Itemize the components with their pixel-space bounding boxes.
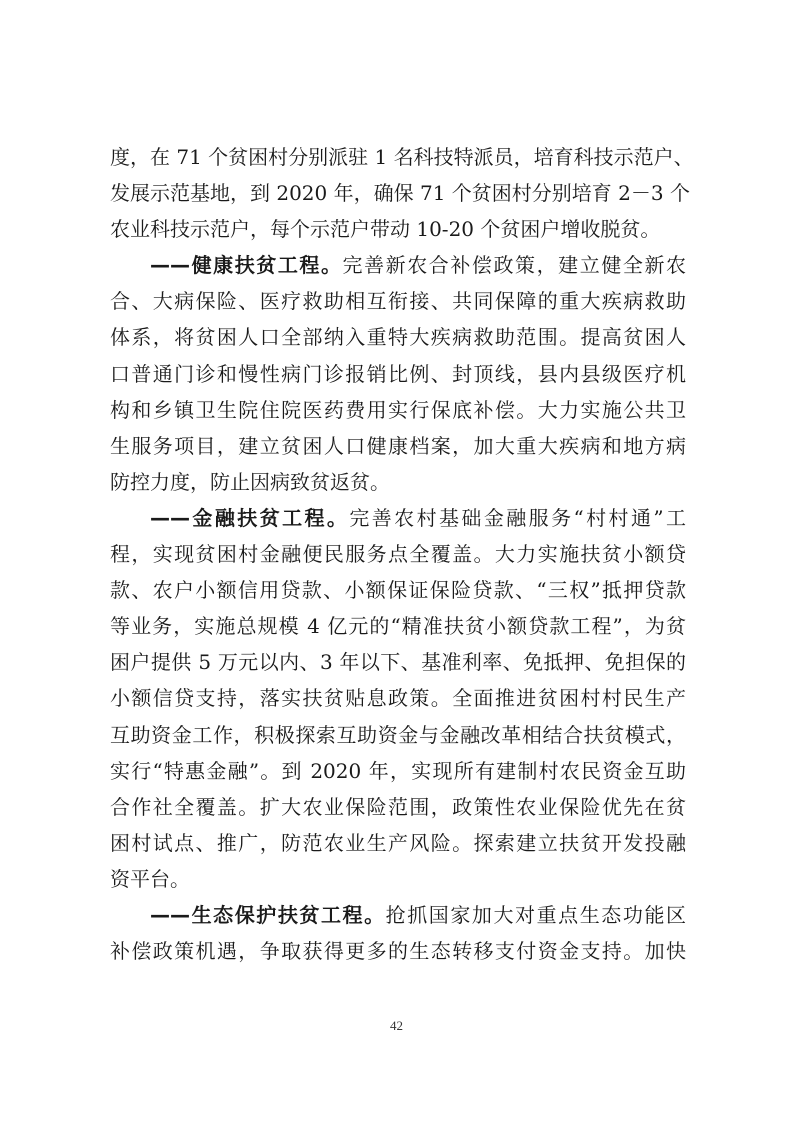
text-line: 构和乡镇卫生院住院医药费用实行保底补偿。大力实施公共卫 <box>110 397 686 422</box>
section-heading-ecology: ——生态保护扶贫工程。 <box>150 902 386 927</box>
paragraph-ecology <box>110 897 686 969</box>
text-run: 抢抓国家加大对重点生态功能区 <box>385 902 687 927</box>
text-line: 困村试点、推广，防范农业生产风险。探索建立扶贫开发投融 <box>110 830 686 855</box>
text-line: 防控力度，防止因病致贫返贫。 <box>110 469 390 494</box>
text-run: 完善农村基础金融服务“村村通”工 <box>349 505 687 530</box>
section-heading-finance: ——金融扶贫工程。 <box>150 505 350 530</box>
text-line <box>110 247 686 283</box>
body-text <box>110 139 694 969</box>
text-line: 农业科技示范户，每个示范户带动 10-20 个贫困户增收脱贫。 <box>110 217 661 242</box>
paragraph-finance <box>110 500 686 897</box>
page-number: 42 <box>390 1018 403 1033</box>
text-line: 度，在 71 个贫困村分别派驻 1 名科技特派员，培育科技示范户、 <box>110 145 694 169</box>
text-line: 资平台。 <box>110 866 190 891</box>
text-line: 发展示范基地，到 2020 年，确保 71 个贫困村分别培育 2－3 个 <box>110 181 690 206</box>
text-line <box>110 500 686 536</box>
text-run: 完善新农合补偿政策，建立健全新农 <box>342 253 687 278</box>
text-line: 互助资金工作，积极探索互助资金与金融改革相结合扶贫模式， <box>110 722 686 747</box>
text-line: 合、大病保险、医疗救助相互衔接、共同保障的重大疾病救助 <box>110 289 686 314</box>
text-line <box>110 897 686 933</box>
text-line: 程，实现贫困村金融便民服务点全覆盖。大力实施扶贫小额贷 <box>110 542 686 567</box>
text-line: 合作社全覆盖。扩大农业保险范围，政策性农业保险优先在贫 <box>110 794 686 819</box>
paragraph-health <box>110 247 686 500</box>
text-line: 款、农户小额信用贷款、小额保证保险贷款、“三权”抵押贷款 <box>110 578 686 603</box>
text-line: 等业务，实施总规模 4 亿元的“精准扶贫小额贷款工程”，为贫 <box>110 614 686 639</box>
text-line: 补偿政策机遇，争取获得更多的生态转移支付资金支持。加快 <box>110 939 686 964</box>
paragraph-science-tech <box>110 139 694 247</box>
text-line: 实行“特惠金融”。到 2020 年，实现所有建制村农民资金互助 <box>110 758 686 783</box>
text-line: 生服务项目，建立贫困人口健康档案，加大重大疾病和地方病 <box>110 433 686 458</box>
section-heading-health: ——健康扶贫工程。 <box>150 253 343 278</box>
text-line: 体系，将贫困人口全部纳入重特大疾病救助范围。提高贫困人 <box>110 325 686 350</box>
text-line: 困户提供 5 万元以内、3 年以下、基准利率、免抵押、免担保的 <box>110 650 686 675</box>
text-line: 口普通门诊和慢性病门诊报销比例、封顶线，县内县级医疗机 <box>110 361 686 386</box>
text-line: 小额信贷支持，落实扶贫贴息政策。全面推进贫困村村民生产 <box>110 686 686 711</box>
